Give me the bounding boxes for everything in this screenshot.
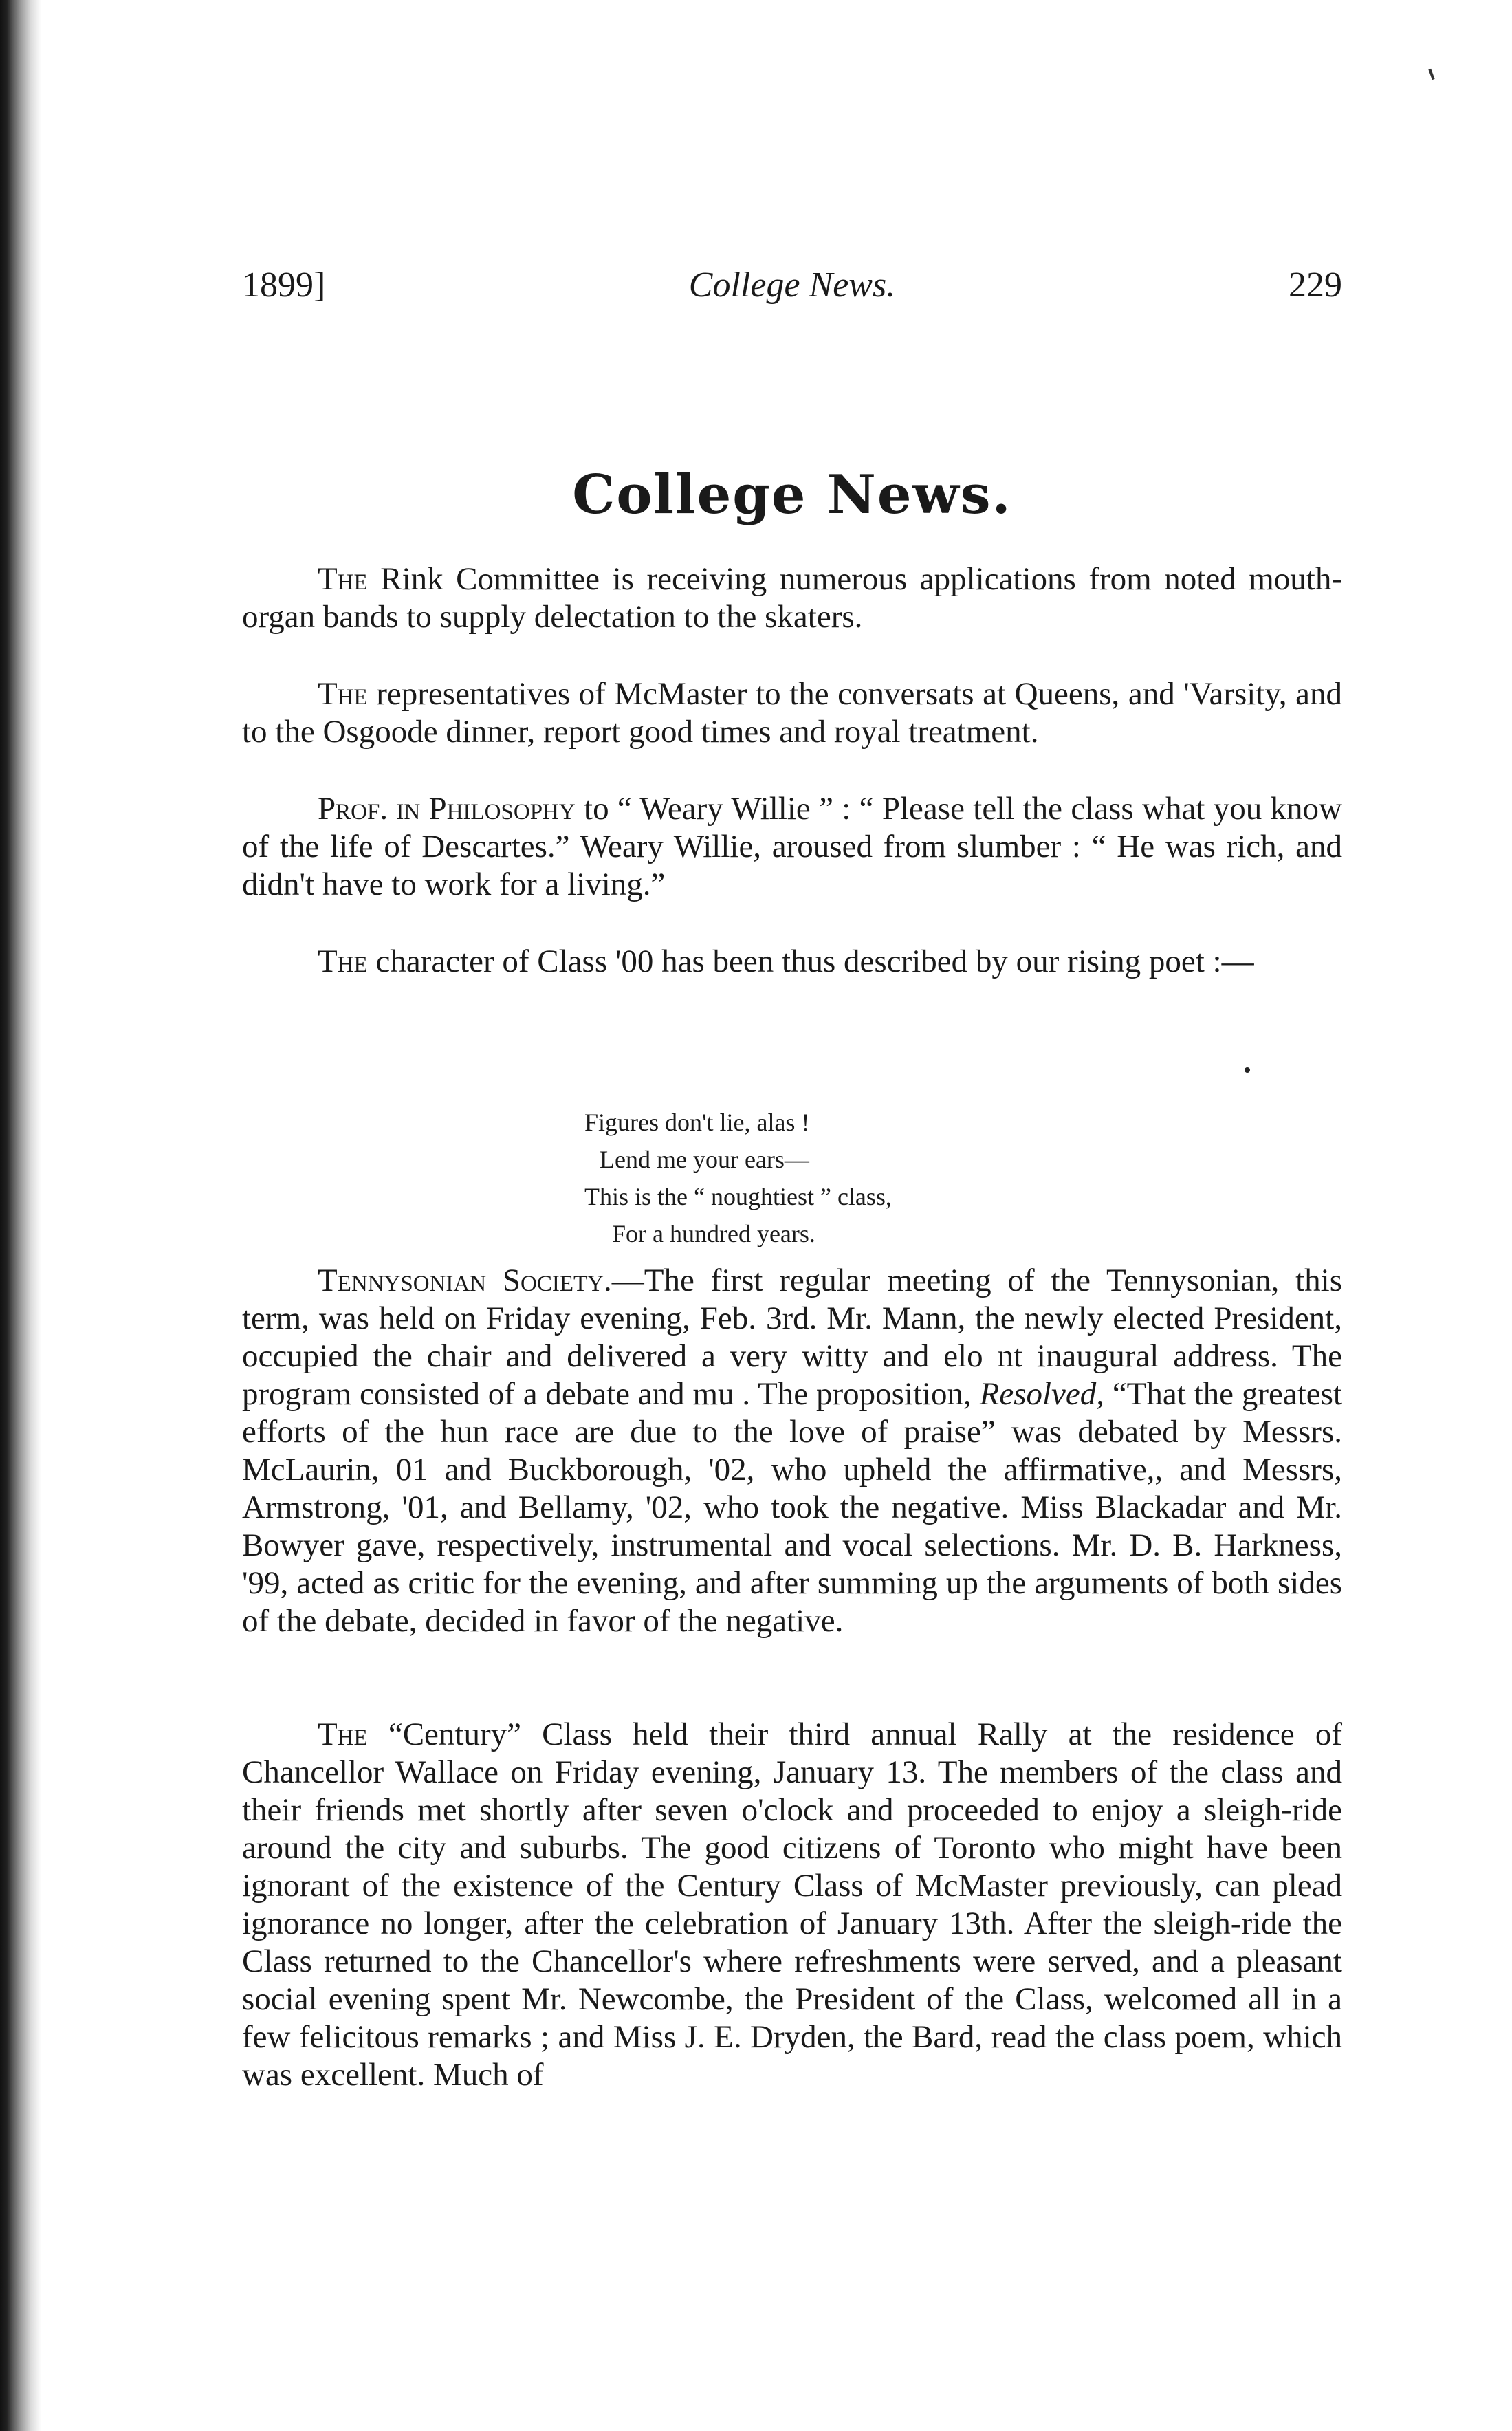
paragraph-text: “Century” Class held their third annual Rally at the residence of Chancellor Wallace on Friday evening, January 13. The members of the class and their friends met shortly after seven o'clock and proceeded to enjoy a sleigh-ride around the city and suburbs. The good citizens of Toronto who might have been ignorant of the existence of the Century Class of McMaster previously, can plead ignorance no longer, after the celebration of January 13th. After the sleigh-ride the Class returned to the Chancellor's where refreshments were served, and a pleasant social evening spent Mr. Newcombe, the President of the Class, welcomed all in a few felicitous remarks ; and Miss J. E. Dryden, the Bard, read the class poem, which was excellent. Much of [242, 1716, 1342, 2093]
poem-line: Figures don't lie, alas ! [584, 1109, 810, 1136]
paragraph-lead: Prof. in Philosophy [318, 791, 576, 827]
stray-mark [1245, 1067, 1250, 1073]
paragraph-lead: Tennysonian Society. [318, 1263, 612, 1298]
paragraph-text: character of Class '00 has been thus described by our rising poet :— [367, 944, 1254, 979]
page-mark [1428, 69, 1434, 80]
paragraph-lead: The [318, 676, 368, 712]
paragraph-tennysonian [242, 1262, 1342, 1640]
poem [584, 1104, 1066, 1252]
paragraph-text-cont: “That the greatest efforts of the hun race are due to the love of praise” was debated by Messrs. McLaurin, 01 and Buckborough, '02, who upheld the affirmative,, and Messrs, Armstrong, '01, and Bellamy, '02, who took the negative. Miss Blackadar and Mr. Bowyer gave, respectively, instrumental and vocal selections. Mr. D. B. Harkness, '99, acted as critic for the evening, and after summing up the arguments of both sides of the debate, decided in favor of the negative. [242, 1376, 1342, 1639]
section-title: College News. [572, 464, 1012, 526]
poem-line: Lend me your ears— [600, 1146, 809, 1173]
page-number: 229 [1289, 265, 1342, 305]
paragraph-class-00 [242, 943, 1342, 981]
paragraph-representatives [242, 675, 1342, 751]
article-block-2 [242, 1262, 1342, 2094]
paragraph-text: to “ Weary Willie ” : “ Please tell the class what you know of the life of Descartes.” Weary Willie, aroused from slumber : “ He was rich, and didn't have to work for a living.” [242, 791, 1343, 902]
paragraph-rink [242, 560, 1342, 636]
running-head-year: 1899] [242, 265, 326, 305]
running-head [242, 261, 1342, 309]
poem-line: This is the “ noughtiest ” class, [584, 1183, 892, 1210]
poem-line: For a hundred years. [612, 1220, 815, 1247]
paragraph-lead: The [318, 561, 368, 597]
page-binding-edge [0, 0, 41, 2431]
paragraph-italic: Resolved, [979, 1376, 1105, 1412]
paragraph-lead: The [318, 1716, 368, 1752]
article-block-1 [242, 560, 1342, 981]
paragraph-philosophy [242, 790, 1342, 904]
paragraph-lead: The [318, 944, 368, 979]
paragraph-text: —The first regular meeting of the Tennysonian, this term, was held on Friday evening, Feb. 3rd. Mr. Mann, the newly elected President, occupied the chair and delivered a very witty and elo nt inaugural address. The program consisted of a debate and mu . The proposition, [242, 1263, 1342, 1412]
paragraph-text: Rink Committee is receiving numerous applications from noted mouth-organ bands to supply delectation to the skaters. [242, 561, 1342, 635]
paragraph-century-class [242, 1716, 1342, 2094]
running-head-title: College News. [688, 265, 896, 305]
paragraph-text: representatives of McMaster to the conversats at Queens, and 'Varsity, and to the Osgoode dinner, report good times and royal treatment. [242, 676, 1342, 750]
